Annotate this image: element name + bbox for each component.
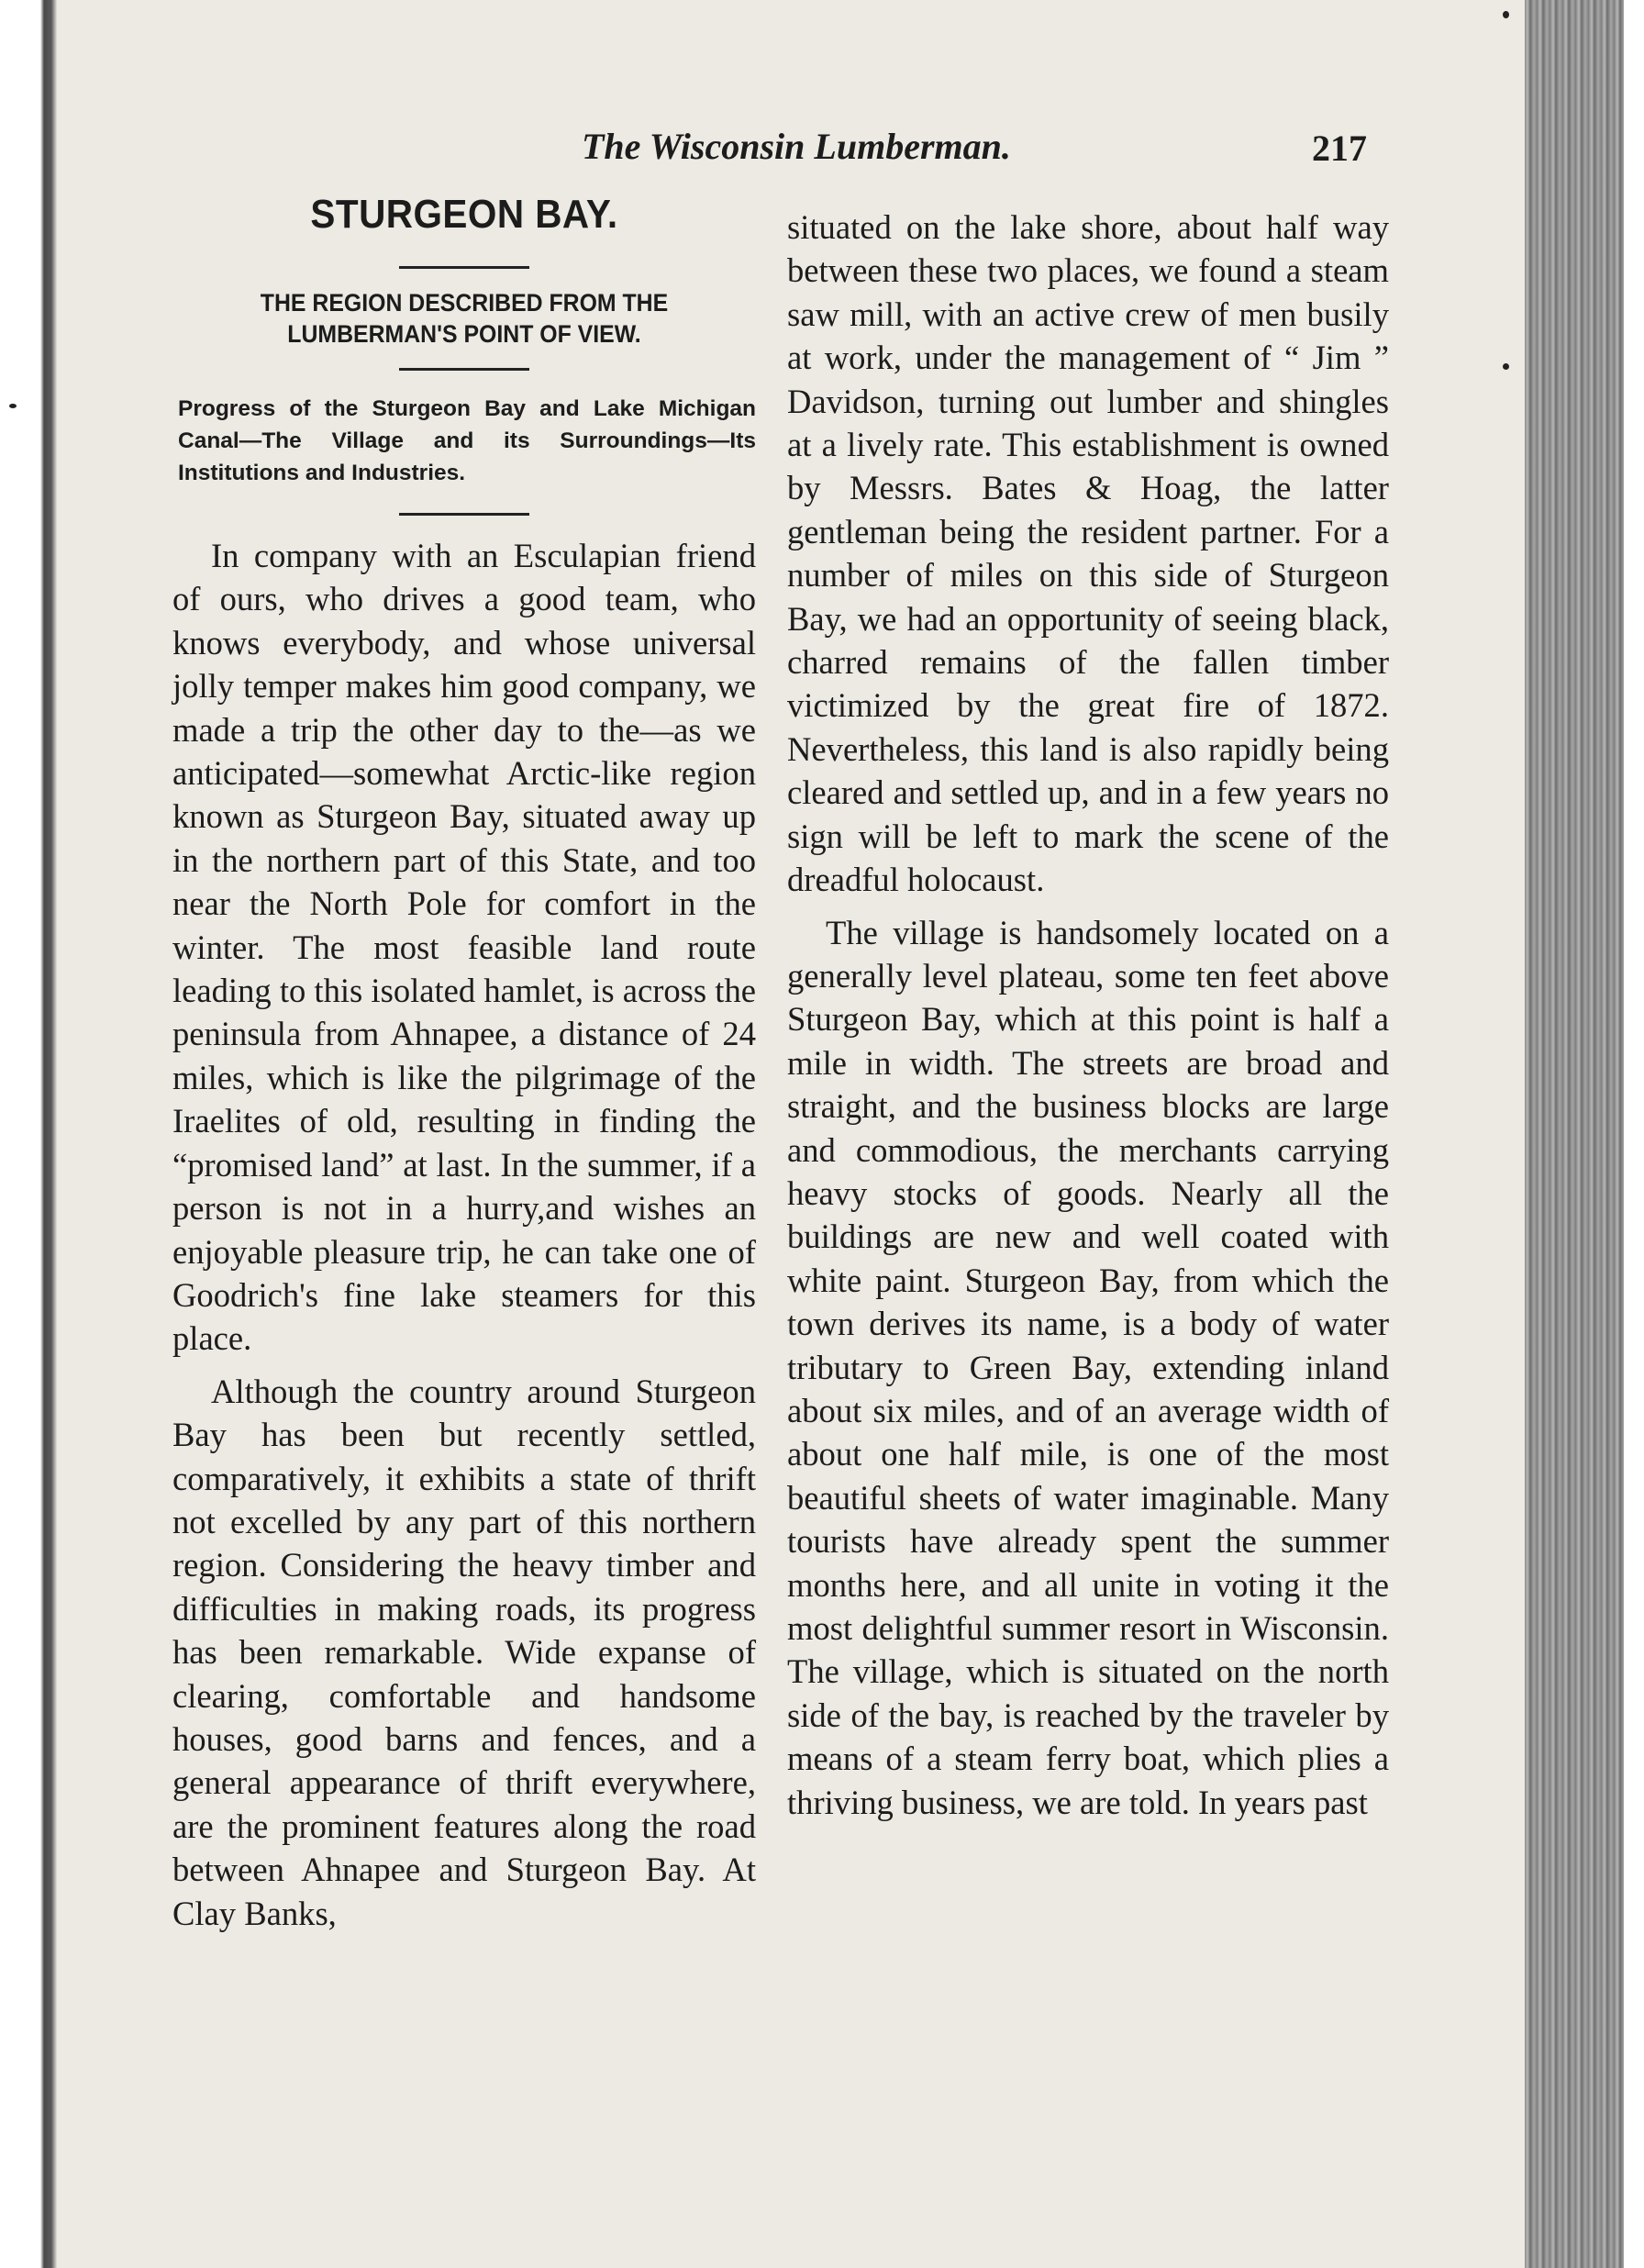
- body-paragraph: The village is handsomely located on a generally level plateau, some ten feet above Sturgeon Bay, which at this point is half a mile in width. The streets are broad and straight, and the business blocks are large and commodious, the merchants carrying heavy stocks of goods. Nearly all the buildings are new and well coated with white paint. Sturgeon Bay, from which the town derives its name, is a body of water tributary to Green Bay, extending inland about six miles, and of an average width of about one half mile, is one of the most beautiful sheets of water imaginable. Many tourists have already spent the summer months here, and all unite in voting it the most delightful summer resort in Wisconsin. The village, which is situated on the north side of the bay, is reached by the traveler by means of a steam ferry boat, which plies a thriving business, we are told. In years past: [787, 913, 1389, 1821]
- scan-left-margin: [0, 0, 57, 2268]
- article-subdeck: Progress of the Sturgeon Bay and Lake Michigan Canal—The Village and its Surroundings—Its Institutions and Industries.: [178, 396, 756, 485]
- journal-title: The Wisconsin Lumberman.: [582, 126, 1011, 167]
- article-deck: THE REGION DESCRIBED FROM THE LUMBERMAN'S POINT OF VIEW.: [260, 289, 669, 348]
- body-paragraph: In company with an Esculapian friend of ours, who drives a good team, who knows everybody, and whose universal jolly temper makes him good company, we made a trip the other day to the—as we anticipated—somewhat Arctic-like region known as Sturgeon Bay, situated away up in the northern part of this State, and too near the North Pole for comfort in the winter. The most feasible land route leading to this isolated hamlet, is across the peninsula from Ahnapee, a distance of 24 miles, which is like the pilgrimage of the Iraelites of old, resulting in finding the “promised land” at last. In the summer, if a person is not in a hurry,and wishes an enjoyable pleasure trip, he can take one of Goodrich's fine lake steamers for this place.: [172, 537, 756, 1358]
- divider-rule: [399, 513, 529, 516]
- body-paragraph: situated on the lake shore, about half way between these two places, we found a steam saw mill, with an active crew of men busily at work, under the management of “ Jim ” Davidson, turning out lumber and shingles at a lively rate. This establishment is owned by Messrs. Bates & Hoag, the latter gentleman being the resident partner. For a number of miles on this side of Sturgeon Bay, we had an opportunity of seeing black, charred remains of the fallen timber victimized by the great fire of 1872. Nevertheless, this land is also rapidly being cleared and settled up, and in a few years no sign will be left to mark the scene of the dreadful holocaust.: [787, 208, 1389, 899]
- scan-speck: [1503, 11, 1509, 18]
- body-paragraph: Although the country around Sturgeon Bay has been but recently settled, comparatively, it exhibits a state of thrift not excelled by any part of this northern region. Considering the heavy timber and difficulties in making roads, its progress has been remarkable. Wide expanse of clearing, comfortable and handsome houses, good barns and fences, and a general appearance of thrift everywhere, are the prominent features along the road between Ahnapee and Sturgeon Bay. At Clay Banks,: [172, 1372, 756, 1932]
- scan-right-margin: [1624, 0, 1644, 2268]
- scan-speck: [9, 404, 17, 408]
- divider-rule: [399, 266, 529, 269]
- right-column: [787, 206, 1389, 1824]
- page-number: 217: [1312, 128, 1367, 169]
- running-head: [514, 121, 1394, 180]
- article-headline: STURGEON BAY.: [310, 192, 618, 237]
- scan-speck: [1503, 363, 1509, 370]
- left-column: [172, 187, 756, 1935]
- divider-rule: [399, 368, 529, 371]
